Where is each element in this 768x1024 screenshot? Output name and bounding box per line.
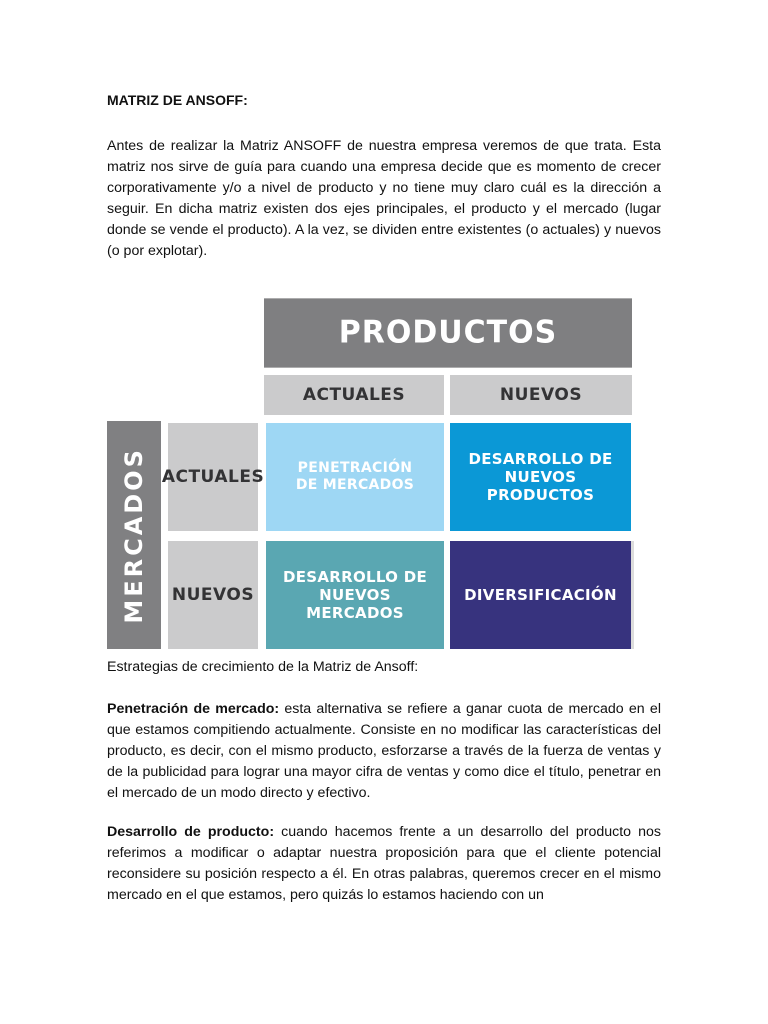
matrix-cell-penetracion: PENETRACIÓN DE MERCADOS	[266, 423, 444, 531]
matrix-col-nuevos: NUEVOS	[450, 375, 632, 415]
matrix-col-actuales: ACTUALES	[264, 375, 444, 415]
desarrollo-paragraph	[107, 822, 661, 906]
penetracion-paragraph	[107, 699, 661, 804]
matrix-header-productos: PRODUCTOS	[264, 298, 632, 367]
intro-paragraph: Antes de realizar la Matriz ANSOFF de nuestra empresa veremos de que trata. Esta matriz nos sirve de guía para cuando una empresa decide que es momento de crecer corporativamente y/o a nivel de producto y no tiene muy claro cuál es la dirección a seguir. En dicha matriz existen dos ejes principales, el producto y el mercado (lugar donde se vende el producto). A la vez, se dividen entre existentes (o actuales) y nuevos (o por explotar).	[107, 138, 661, 259]
matrix-caption: Estrategias de crecimiento de la Matriz de Ansoff:	[107, 659, 419, 675]
matrix-row-nuevos: NUEVOS	[168, 541, 258, 649]
matrix-cell-diversificacion: DIVERSIFICACIÓN	[450, 541, 631, 649]
page-title: MATRIZ DE ANSOFF:	[107, 92, 248, 108]
matrix-side-mercados	[107, 421, 161, 649]
desarrollo-text: cuando hacemos frente a un desarrollo del producto nos referimos a modificar o adaptar nuestra proposición para que el cliente potencial reconsidere su posición respecto a él. En otras palabras, queremos crecer en el mismo mercado en el que estamos, pero quizás lo estamos haciendo con un	[107, 824, 662, 903]
matrix-side-label: MERCADOS	[119, 446, 148, 624]
desarrollo-term: Desarrollo de producto:	[107, 824, 275, 840]
penetracion-text: esta alternativa se refiere a ganar cuota de mercado en el que estamos compitiendo actualmente. Consiste en no modificar las características del producto, es decir, con el mismo producto, esforzarse a través de la fuerza de ventas y de la publicidad para lograr una mayor cifra de ventas y como dice el título, penetrar en el mercado de un modo directo y efectivo.	[107, 701, 661, 801]
penetracion-term: Penetración de mercado:	[107, 701, 280, 717]
matrix-cell-desarrollo-productos: DESARROLLO DE NUEVOS PRODUCTOS	[450, 423, 631, 531]
matrix-row-actuales: ACTUALES	[168, 423, 258, 531]
matrix-shadow	[631, 541, 634, 649]
matrix-cell-desarrollo-mercados: DESARROLLO DE NUEVOS MERCADOS	[266, 541, 444, 649]
